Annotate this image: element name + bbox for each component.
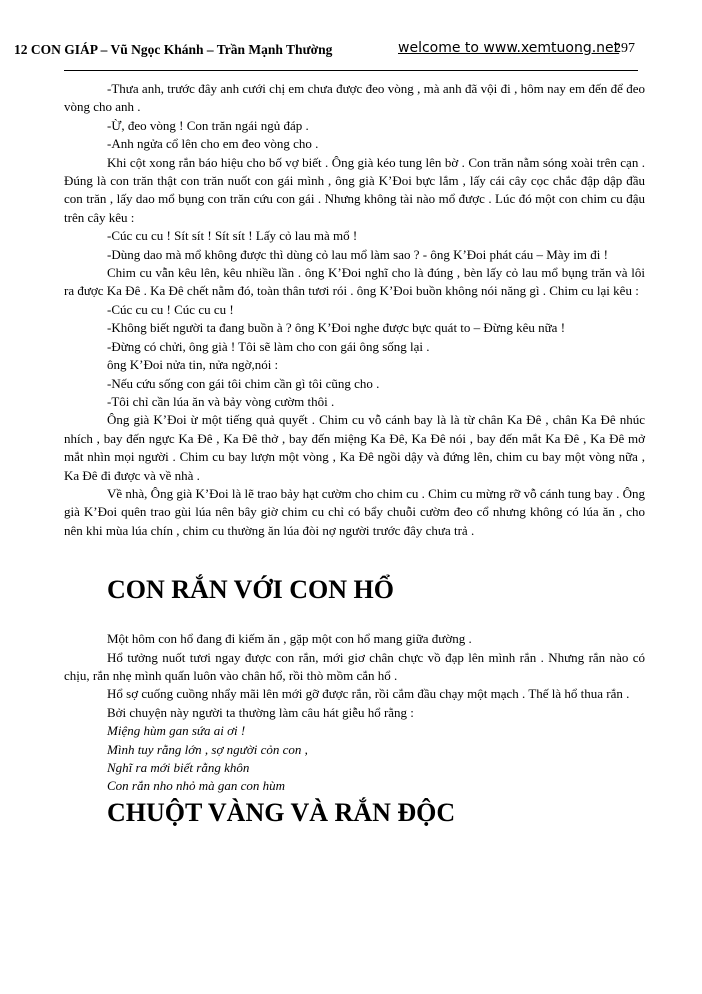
page-header [14,40,644,62]
paragraph: -Thưa anh, trước đây anh cưới chị em chưa được đeo vòng , mà anh đã vội đi , hôm nay em đến để đeo vòng cho anh . [64,81,645,115]
paragraph: Ông già K’Đoi ừ một tiếng quả quyết . Chim cu vỗ cánh bay là là từ chân Ka Đê , chân Ka Đê nhúc nhích , bay đến ngực Ka Đê , Ka Đê thở , bay đến miệng Ka Đê, Ka Đê nói , bay đến mắt Ka Đê , Ka Đê mở mắt nhìn mọi người . Chim cu bay lượn một vòng , Ka Đê ngồi dậy và đứng lên, chim cu bay một vòng nữa , Ka Đê đi được và về nhà . [64,412,645,483]
section-title: CHUỘT VÀNG VÀ RẮN ĐỘC [107,797,456,827]
paragraph: -Nếu cứu sống con gái tôi chim cần gì tôi cũng cho . [107,375,380,391]
website-link[interactable]: welcome to www.xemtuong.net [398,40,620,56]
paragraph: Khi cột xong rắn báo hiệu cho bố vợ biết . Ông già kéo tung lên bờ . Con trăn nằm sóng xoài trên cạn . Đúng là con trăn thật con trăn nuốt con gái mình , ông già K’Đoi bực lắm , lấy cái cây cọc chắc đập dập đầu con trăn , lấy dao mổ bụng con trăn cứu con gái . Nhưng không tài nào mổ được . Lúc đó một con chim cu đậu trên cây kêu : [64,154,645,225]
paragraph: Một hôm con hổ đang đi kiếm ăn , gặp một con hổ mang giữa đường . [107,631,472,647]
section-title: CON RẮN VỚI CON HỔ [107,575,394,605]
paragraph: ông K’Đoi nửa tin, nửa ngờ,nói : [107,357,279,373]
paragraph: -Cúc cu cu ! Cúc cu cu ! [107,301,234,317]
poem-line: Con rắn nho nhỏ mà gan con hùm [107,778,286,794]
page-number: 297 [614,41,635,56]
paragraph: -Đừng có chửi, ông già ! Tôi sẽ làm cho con gái ông sống lại . [107,338,430,354]
paragraph: -Dùng dao mà mổ không được thì dùng cỏ lau mổ làm sao ? - ông K’Đoi phát cáu – Mày im đi ! [107,246,608,262]
paragraph: -Ừ, đeo vòng ! Con trăn ngái ngủ đáp . [107,117,309,133]
paragraph: Bởi chuyện này người ta thường làm câu hát giễu hổ rằng : [107,704,414,720]
book-title-header: 12 CON GIÁP – Vũ Ngọc Khánh – Trần Mạnh Thường [14,42,333,57]
poem-line: Nghĩ ra mới biết rằng khôn [107,760,250,775]
paragraph: Về nhà, Ông già K’Đoi là lẽ trao bảy hạt cườm cho chim cu . Chim cu mừng rỡ vỗ cánh tung bay . Ông già K’Đoi quên trao gùi lúa nên bây giờ chim cu chỉ có bẩy chuỗi cườm đeo cổ nhưng không có lúa ăn , cho nên khi mùa lúa chín , chim cu thường ăn lúa đòi nợ người trước đây chưa trả . [64,485,645,538]
poem-line: Mình tuy rằng lớn , sợ người cỏn con , [107,741,308,757]
paragraph: -Không biết người ta đang buồn à ? ông K’Đoi nghe được bực quát to – Đừng kêu nữa ! [107,320,566,336]
page-body [64,80,645,828]
paragraph: Hổ sợ cuống cuồng nhẩy mãi lên mới gỡ được rắn, rồi cắm đầu chạy một mạch . Thế là hổ thua rắn . [107,686,630,702]
paragraph: Hổ tưởng nuốt tươi ngay được con rắn, mới giơ chân chực vồ đạp lên mình rắn . Nhưng rắn nào có chịu, rắn nhẹ mình quấn luôn vào chân hổ, rồi thò mồm cắn hổ . [64,649,645,683]
poem-line: Miệng hùm gan sứa ai ơi ! [107,723,246,739]
paragraph: Chim cu vẫn kêu lên, kêu nhiều lần . ông K’Đoi nghĩ cho là đúng , bèn lấy cỏ lau mổ bụng trăn và lôi ra được Ka Đê . Ka Đê chết nằm đó, toàn thân tươi rói . ông K’Đoi buồn không nói năng gì . Chim cu lại kêu : [64,265,645,299]
paragraph: -Tôi chỉ cần lúa ăn và bảy vòng cườm thôi . [107,393,335,409]
header-rule [64,70,638,71]
paragraph: -Anh ngửa cổ lên cho em đeo vòng cho . [107,136,319,152]
paragraph: -Cúc cu cu ! Sít sít ! Sít sít ! Lấy cỏ lau mà mổ ! [107,228,358,244]
